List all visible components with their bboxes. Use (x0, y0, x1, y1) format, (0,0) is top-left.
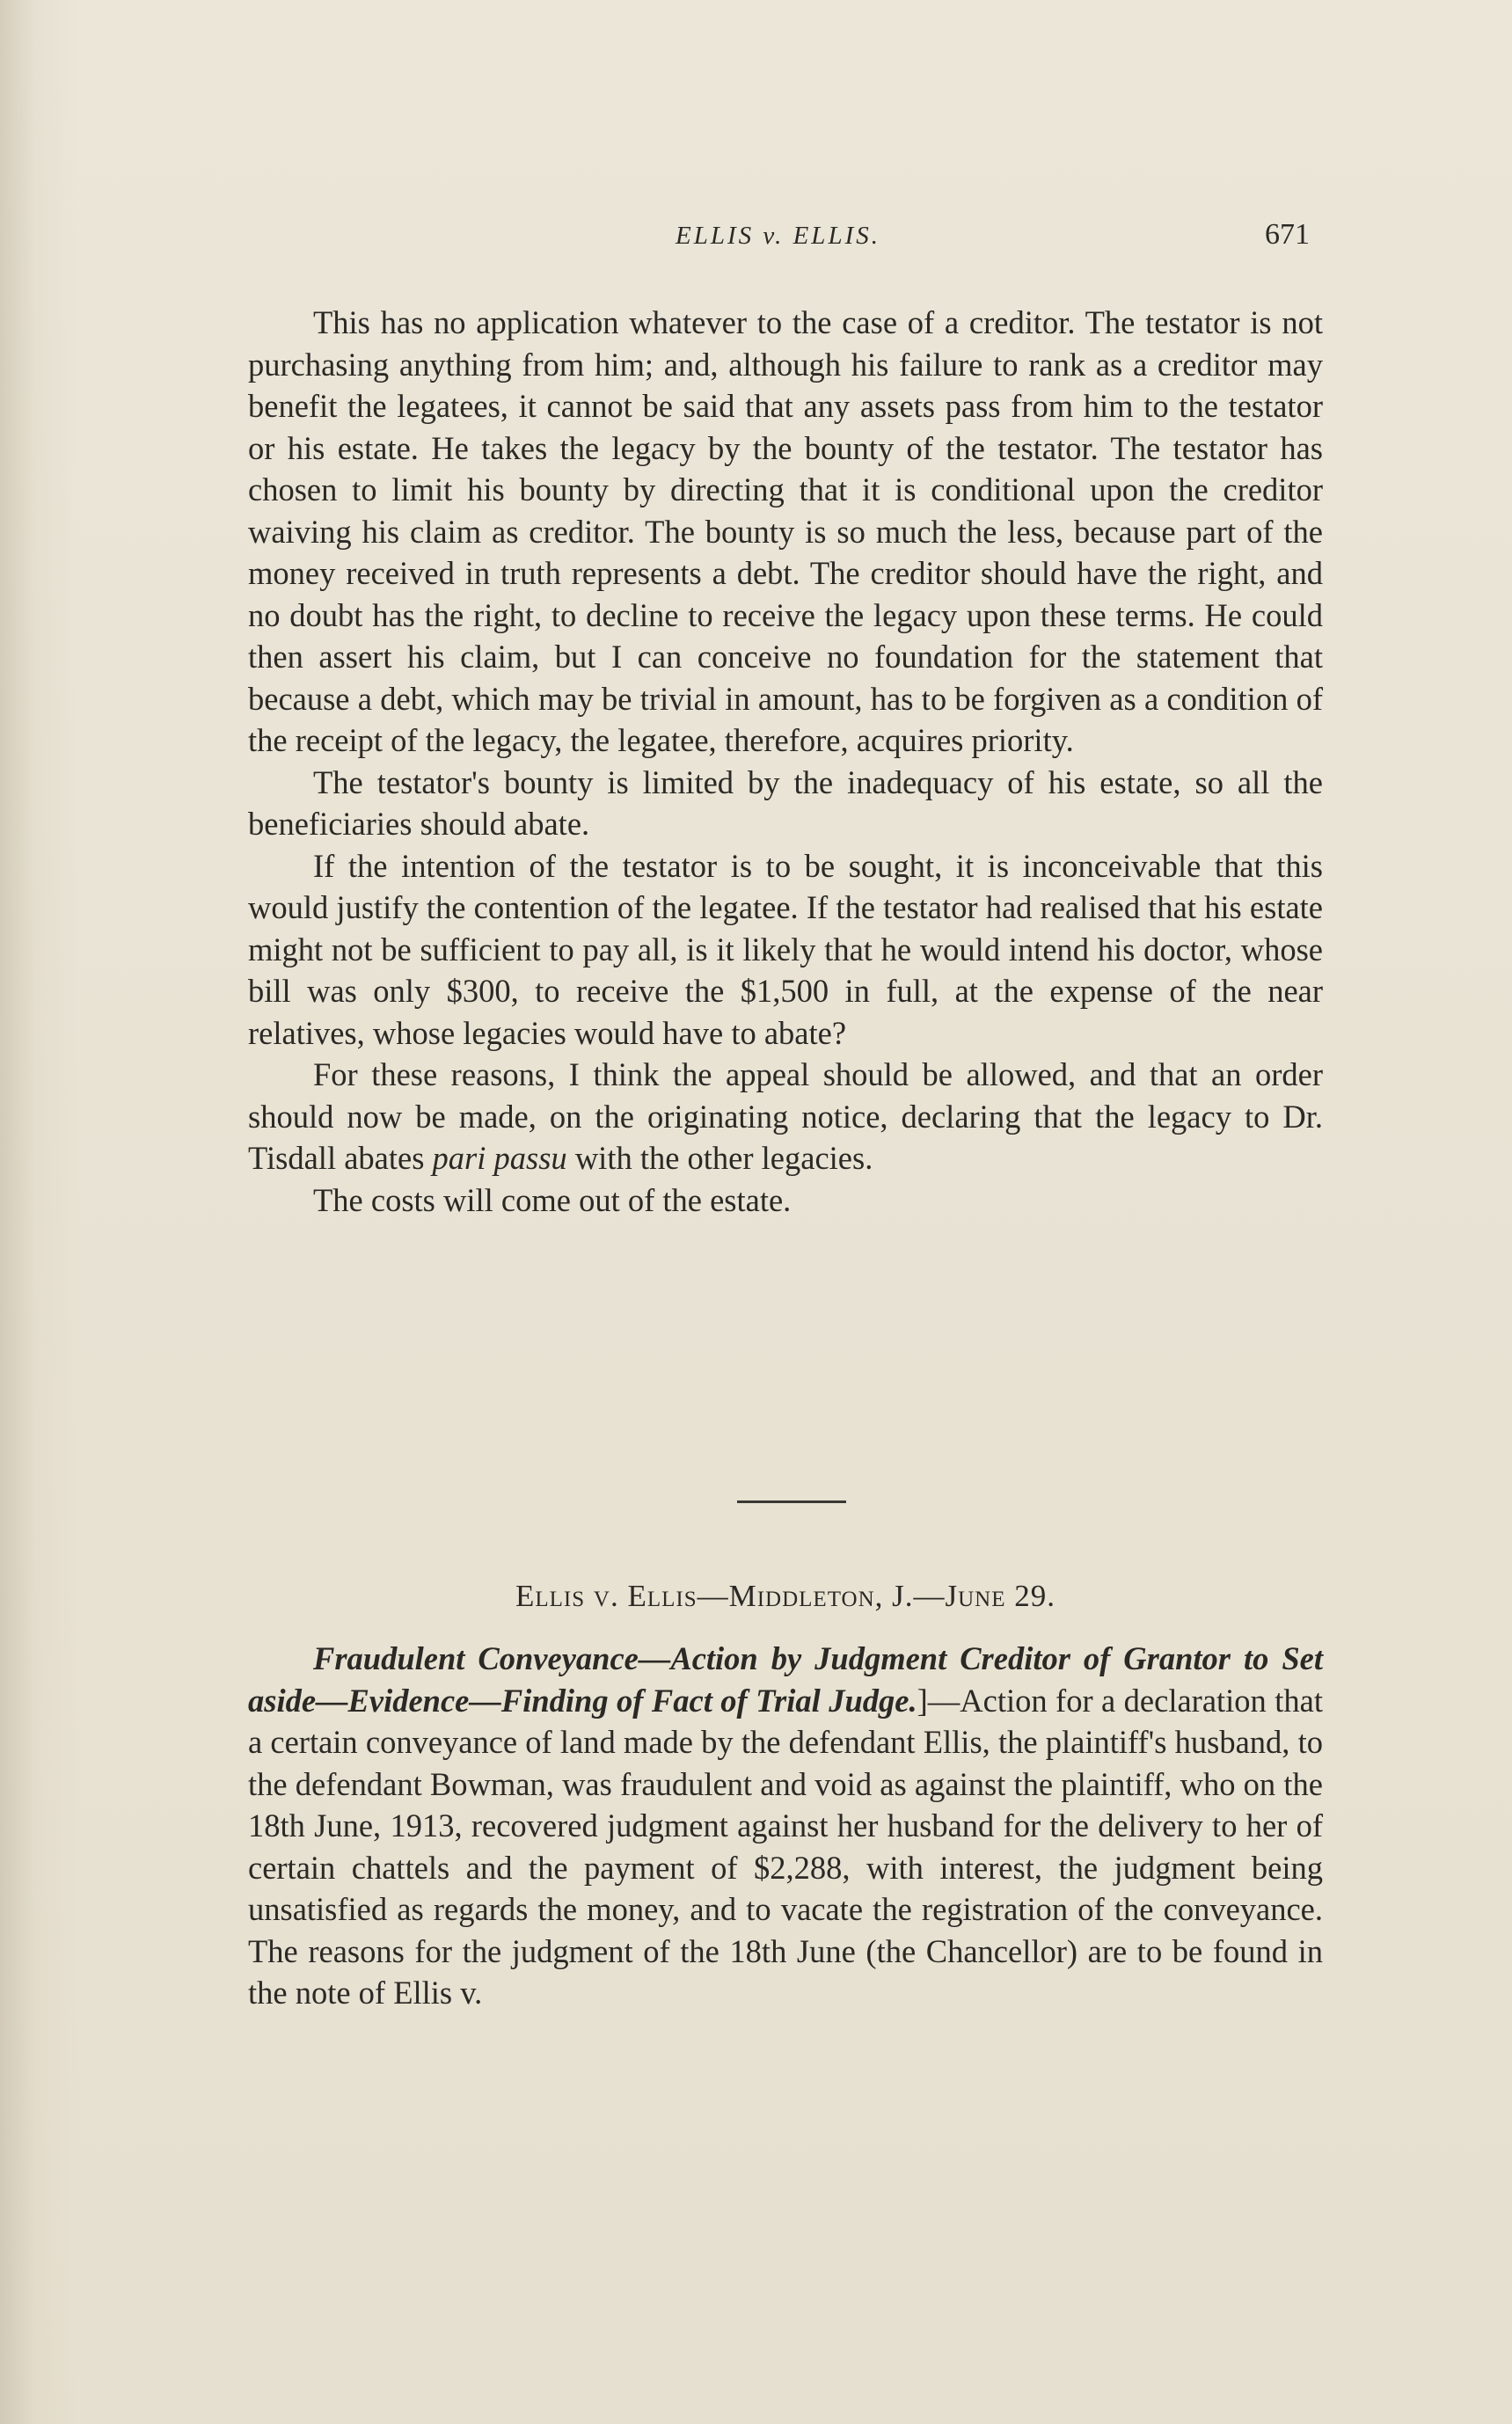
running-title: ELLIS v. ELLIS. (676, 222, 880, 250)
page-number: 671 (1265, 218, 1310, 251)
headnote-text: ]—Action for a declaration that a certain conveyance of land made by the defendant Ellis, the plaintiff's husband, to the defendant Bowman, was fraudulent and void as against the plaintiff, who on the 18th June, 1913, recovered judgment against her husband for the delivery to her of certain chattels and the payment of $2,288, with interest, the judgment being unsatisfied as regards the money, and to vacate the registration of the conveyance. The reasons for the judgment of the 18th June (the Chancellor) are to be found in the note of Ellis v. (248, 1682, 1323, 2011)
paragraph-3: If the intention of the testator is to be sought, it is inconceivable that this would justify the contention of the legatee. If the testator had realised that his estate might not be sufficient to pay all, is it likely that he would intend his doctor, whose bill was only $300, to receive the $1,500 in full, at the expense of the near relatives, whose legacies would have to abate? (248, 847, 1323, 1051)
paragraph-4 (248, 1054, 1323, 1179)
paragraph-1: This has no application whatever to the case of a creditor. The testator is not purchasing anything from him; and, although his failure to rank as a creditor may benefit the legatees, it cannot be said that any assets pass from him to the testator or his estate. He takes the legacy by the bounty of the testator. The testator has chosen to limit his bounty by directing that it is conditional upon the creditor waiving his claim as creditor. The bounty is so much the less, because part of the money received in truth represents a debt. The creditor should have the right, and no doubt has the right, to decline to receive the legacy upon these terms. He could then assert his claim, but I can conceive no foundation for the statement that because a debt, which may be trivial in amount, has to be forgiven as a condition of the receipt of the legacy, the legatee, therefore, acquires priority. (248, 304, 1323, 758)
case-heading: Ellis v. Ellis—Middleton, J.—June 29. (515, 1579, 1055, 1613)
running-header (246, 218, 1310, 253)
headnote-paragraph (248, 1638, 1323, 2014)
paragraph-4-text-b: with the other legacies. (566, 1140, 873, 1176)
paragraph-5: The costs will come out of the estate. (313, 1181, 792, 1218)
headnote (248, 1638, 1323, 2014)
judgment-text (248, 302, 1323, 1221)
section-divider (737, 1500, 846, 1503)
paragraph-4-italic: pari passu (432, 1140, 567, 1176)
paragraph-2: The testator's bounty is limited by the inadequacy of his estate, so all the beneficiaries should abate. (248, 763, 1323, 842)
paragraph-4-text-a: For these reasons, I think the appeal should be allowed, and that an order should now be made, on the originating notice, declaring that the legacy to Dr. Tisdall abates (248, 1056, 1323, 1176)
headnote-lead: Fraudulent Conveyance—Action by Judgment Creditor of Grantor to Set aside—Evidence—Finding of Fact of Trial Judge. (248, 1640, 1323, 1719)
